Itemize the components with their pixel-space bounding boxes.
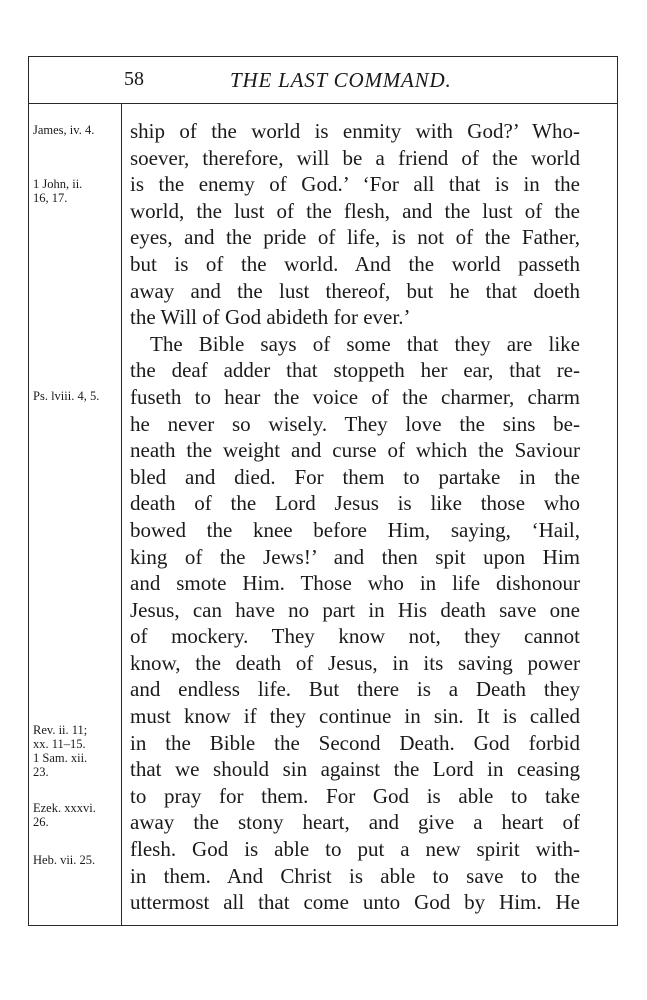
text-line: neath the weight and curse of which the Saviour — [130, 438, 580, 463]
margin-note-line: xx. 11–15. — [33, 737, 86, 751]
text-line: The Bible says of some that they are like — [150, 331, 580, 356]
margin-note-line: 16, 17. — [33, 191, 68, 205]
text-line: know, the death of Jesus, in its saving power — [130, 650, 580, 675]
margin-note-line: 23. — [33, 765, 49, 779]
margin-note-line: 26. — [33, 815, 49, 829]
text-line: flesh. God is able to put a new spirit with- — [130, 837, 580, 862]
margin-note-line: Rev. ii. 11; — [33, 723, 88, 737]
margin-note-line: James, iv. 4. — [33, 123, 95, 137]
text-line: soever, therefore, will be a friend of the world — [130, 145, 580, 170]
text-line: fuseth to hear the voice of the charmer, charm — [130, 384, 580, 409]
margin-note-james — [33, 123, 94, 137]
margin-note-psalms — [33, 389, 99, 403]
page-number: 58 — [124, 68, 144, 90]
text-line: bled and died. For them to partake in the — [130, 464, 580, 489]
text-line: king of the Jews!’ and then spit upon Him — [130, 544, 580, 569]
text-line: eyes, and the pride of life, is not of the Father, — [130, 225, 580, 250]
text-line: world, the lust of the flesh, and the lust of the — [130, 198, 580, 223]
text-line: uttermost all that come unto God by Him. He — [130, 890, 580, 915]
text-line: away and the lust thereof, but he that doeth — [130, 278, 580, 303]
text-line: the deaf adder that stoppeth her ear, that re- — [130, 358, 580, 383]
margin-rule — [121, 103, 122, 926]
body-text — [130, 118, 580, 916]
header-rule — [28, 103, 618, 104]
text-line: that we should sin against the Lord in ceasing — [130, 757, 580, 782]
margin-note-hebrews — [33, 853, 95, 867]
margin-note-1-john — [33, 177, 82, 205]
text-line: in the Bible the Second Death. God forbid — [130, 730, 580, 755]
running-head: THE LAST COMMAND. — [230, 68, 452, 92]
margin-note-line: Heb. vii. 25. — [33, 853, 96, 867]
text-line: to pray for them. For God is able to take — [130, 783, 580, 808]
text-line: the Will of God abideth for ever.’ — [130, 305, 411, 330]
text-line: Jesus, can have no part in His death save one — [130, 597, 580, 622]
text-line: and smote Him. Those who in life dishonour — [130, 571, 580, 596]
text-line: death of the Lord Jesus is like those who — [130, 491, 580, 516]
margin-note-line: 1 Sam. xii. — [33, 751, 88, 765]
margin-note-line: 1 John, ii. — [33, 177, 83, 191]
text-line: in them. And Christ is able to save to the — [130, 863, 580, 888]
margin-note-line: Ps. lviii. 4, 5. — [33, 389, 100, 403]
margin-note-ezekiel — [33, 801, 96, 829]
text-line: ship of the world is enmity with God?’ Who- — [130, 119, 580, 143]
text-line: of mockery. They know not, they cannot — [130, 624, 580, 649]
margin-note-revelation — [33, 723, 87, 779]
text-line: bowed the knee before Him, saying, ‘Hail, — [130, 517, 580, 542]
text-line: and endless life. But there is a Death they — [130, 677, 580, 702]
text-line: he never so wisely. They love the sins be- — [130, 411, 580, 436]
text-line: is the enemy of God.’ ‘For all that is in the — [130, 172, 580, 197]
text-line: must know if they continue in sin. It is called — [130, 704, 580, 729]
text-line: but is of the world. And the world passeth — [130, 251, 580, 276]
margin-note-line: Ezek. xxxvi. — [33, 801, 96, 815]
text-line: away the stony heart, and give a heart of — [130, 810, 580, 835]
